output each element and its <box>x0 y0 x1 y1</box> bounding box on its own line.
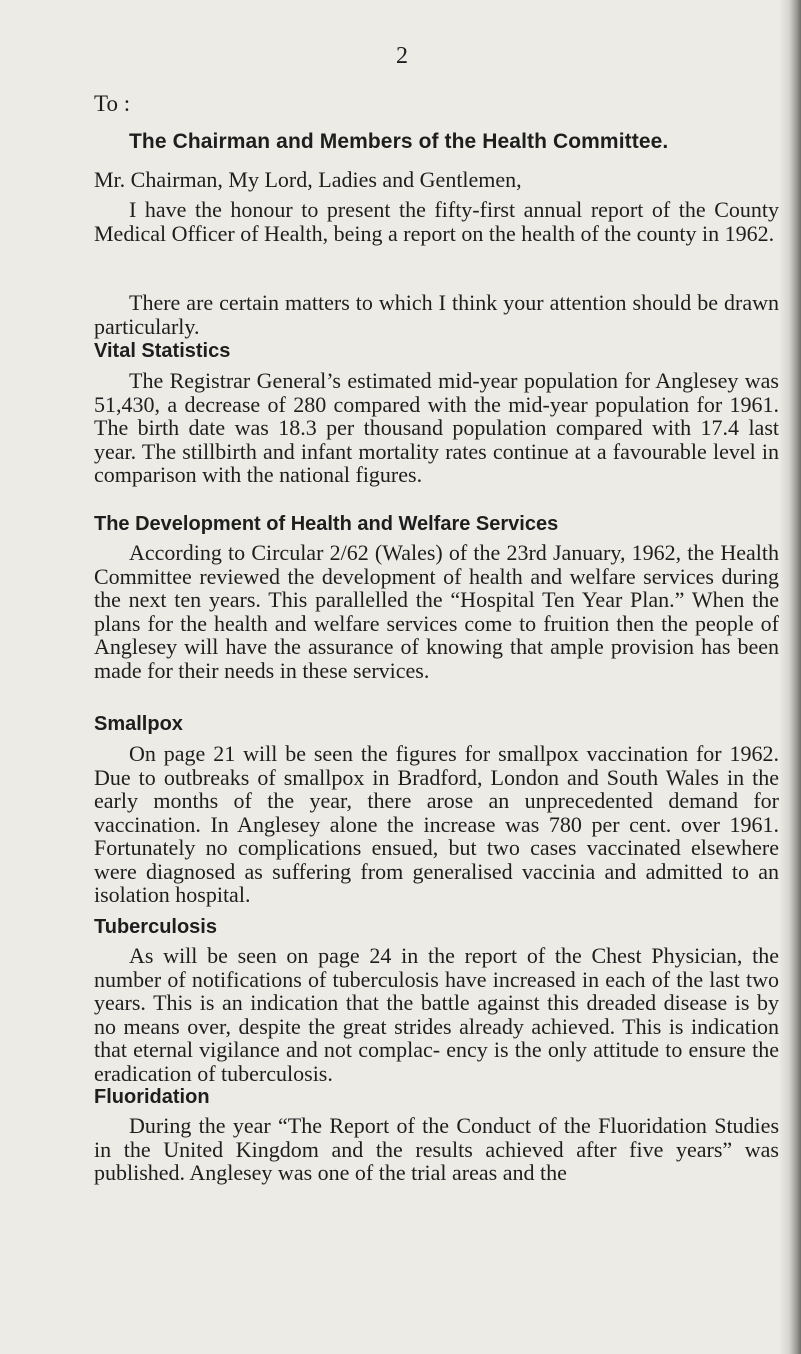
section-text-vital-statistics: The Registrar General’s estimated mid-year population for Anglesey was 51,430, a decrease of 280 compared with the mid-year population for 1961. The birth date was 18.3 per thousand population compared with 17.4 last year. The stillbirth and infant mortality rates continue at a favourable level in comparison with the national figures. <box>94 368 779 487</box>
section-heading-health-welfare-development: The Development of Health and Welfare Services <box>94 513 559 535</box>
section-text-fluoridation: During the year “The Report of the Conduct of the Fluoridation Studies in the United Kingdom and the results achieved after five years” was published. Anglesey was one of the trial areas and the <box>94 1113 779 1185</box>
section-heading-fluoridation: Fluoridation <box>94 1086 210 1108</box>
greeting-line: Mr. Chairman, My Lord, Ladies and Gentlemen, <box>94 167 522 192</box>
addressee-line: The Chairman and Members of the Health Committee. <box>129 130 669 153</box>
section-heading-tuberculosis: Tuberculosis <box>94 916 217 938</box>
intro-paragraph: There are certain matters to which I think your attention should be drawn particularly. <box>94 290 779 339</box>
section-heading-vital-statistics: Vital Statistics <box>94 340 231 362</box>
section-heading-smallpox: Smallpox <box>94 713 183 735</box>
page-edge-shadow <box>779 0 801 1354</box>
intro-paragraph: I have the honour to present the fifty-first annual report of the County Medical Officer of Health, being a report on the health of the county in 1962. <box>94 197 779 246</box>
to-label: To : <box>94 91 131 116</box>
section-text-tuberculosis: As will be seen on page 24 in the report of the Chest Physician, the number of notifications of tuberculosis have increased in each of the last two years. This is an indication that the battle against this dreaded disease is by no means over, despite the great strides already achieved. This is indication that eternal vigilance and not complac- ency is the only attitude to ensure the eradication of tuberculosis. <box>94 943 779 1086</box>
page-number: 2 <box>396 43 408 69</box>
section-text-smallpox: On page 21 will be seen the figures for smallpox vaccination for 1962. Due to outbreaks of smallpox in Bradford, London and South Wales in the early months of the year, there arose an unprecedented demand for vaccination. In Anglesey alone the increase was 780 per cent. over 1961. Fortunately no complications ensued, but two cases vaccinated elsewhere were diagnosed as suffering from generalised vaccinia and admitted to an isolation hospital. <box>94 741 779 907</box>
section-text-health-welfare-development: According to Circular 2/62 (Wales) of the 23rd January, 1962, the Health Committee reviewed the development of health and welfare services during the next ten years. This parallelled the “Hospital Ten Year Plan.” When the plans for the health and welfare services come to fruition then the people of Anglesey will have the assurance of knowing that ample provision has been made for their needs in these services. <box>94 540 779 683</box>
